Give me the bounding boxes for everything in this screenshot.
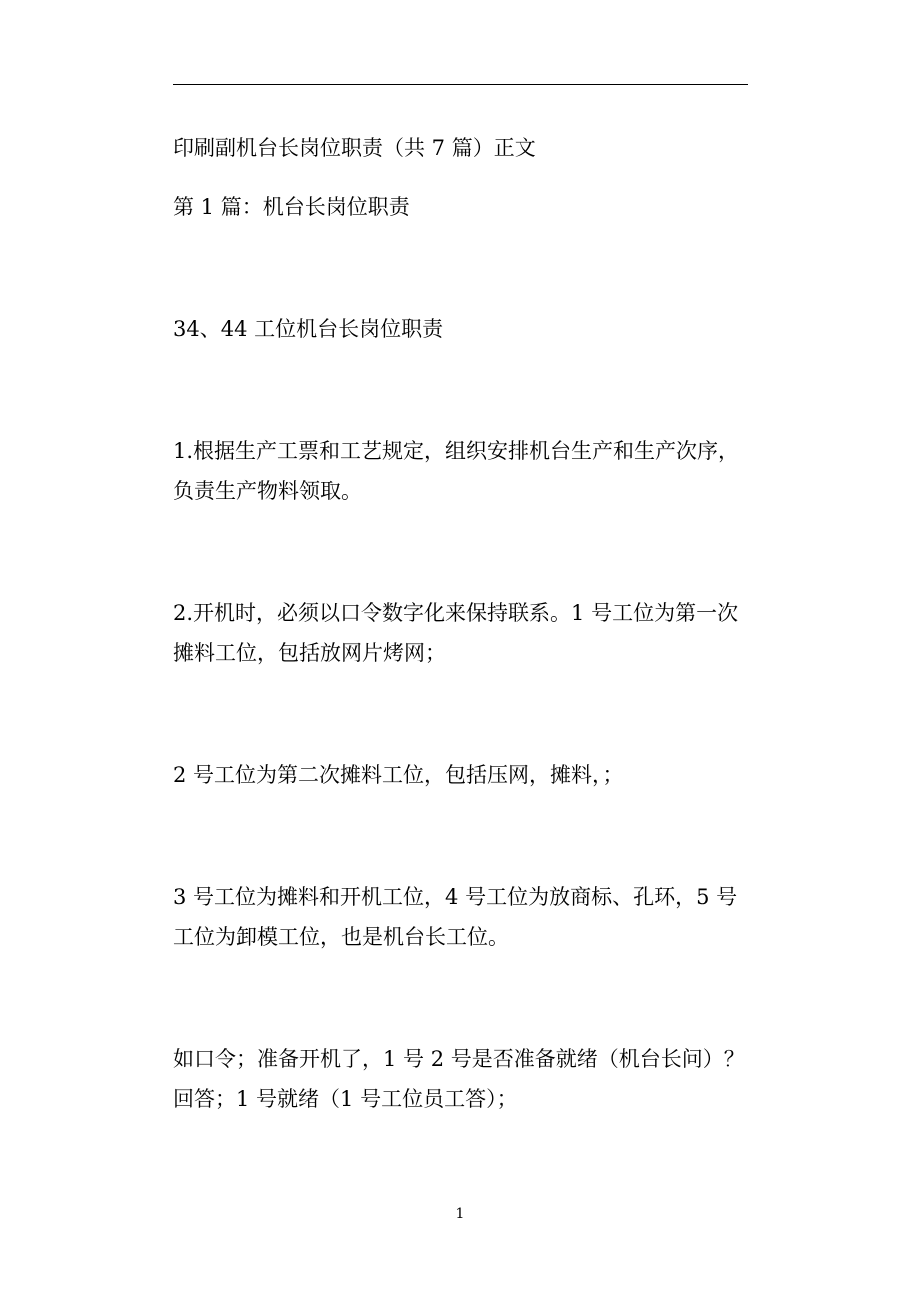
paragraph-line: 工位为卸模工位，也是机台长工位。: [173, 925, 509, 949]
page-number: 1: [455, 1206, 465, 1222]
document-body: [173, 128, 753, 1119]
paragraph-line: 如口令；准备开机了，1 号 2 号是否准备就绪（机台长问）？: [173, 1047, 745, 1071]
paragraph-line: 1.根据生产工票和工艺规定，组织安排机台生产和生产次序，: [173, 439, 740, 463]
paragraph-line: 3 号工位为摊料和开机工位，4 号工位为放商标、孔环，5 号: [173, 885, 738, 909]
section-heading: 第 1 篇：机台长岗位职责: [173, 195, 410, 219]
paragraph-line: 负责生产物料领取。: [173, 479, 362, 503]
paragraph-line: 回答；1 号就绪（1 号工位员工答）；: [173, 1087, 518, 1111]
paragraph-1: [173, 431, 753, 511]
paragraph-line: 2 号工位为第二次摊料工位，包括压网，摊料，；: [173, 763, 624, 787]
header-rule: [173, 84, 748, 85]
paragraph-3: [173, 755, 753, 795]
paragraph-line: 摊料工位，包括放网片烤网；: [173, 641, 446, 665]
paragraph-line: 2.开机时，必须以口令数字化来保持联系。1 号工位为第一次: [173, 601, 739, 625]
paragraph-5: [173, 1039, 753, 1119]
paragraph-4: [173, 877, 753, 957]
subheading: 34、44 工位机台长岗位职责: [173, 317, 444, 341]
document-title: 印刷副机台长岗位职责（共 7 篇）正文: [173, 136, 536, 160]
paragraph-2: [173, 593, 753, 673]
